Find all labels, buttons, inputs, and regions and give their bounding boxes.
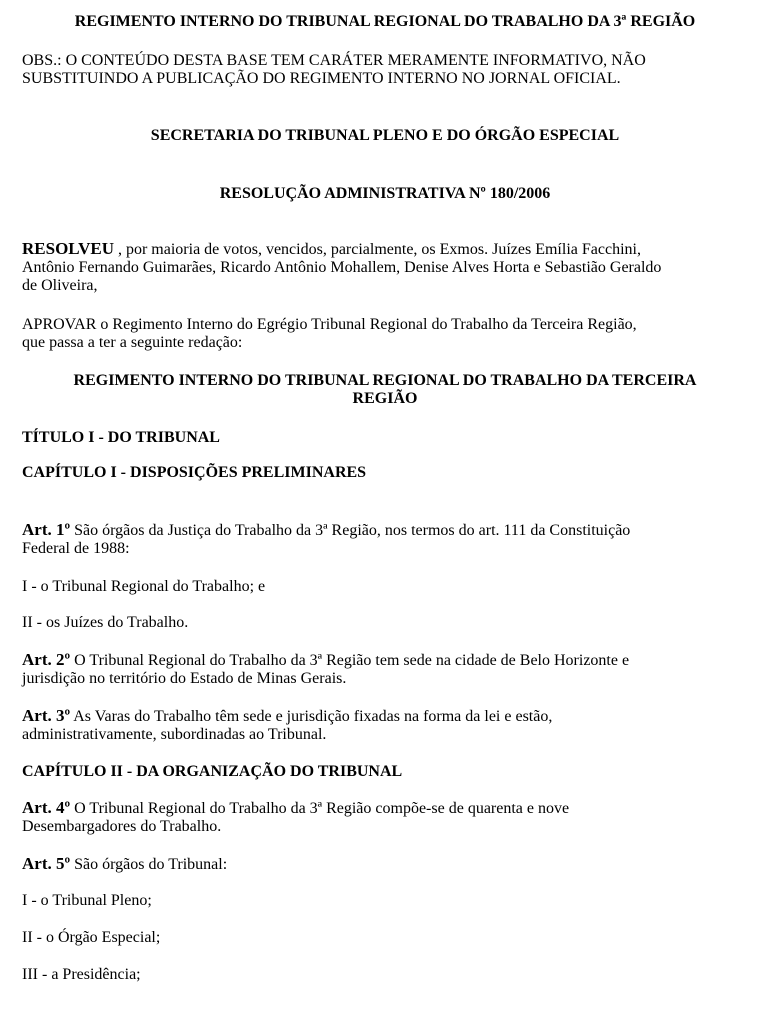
article-5-item-i: I - o Tribunal Pleno;	[22, 892, 152, 909]
article-1	[22, 521, 748, 558]
article-2-line-2: jurisdição no território do Estado de Minas Gerais.	[22, 670, 347, 687]
resolveu-keyword: RESOLVEU	[22, 239, 114, 258]
article-1-line-2: Federal de 1988:	[22, 540, 130, 557]
resolveu-line-2: Antônio Fernando Guimarães, Ricardo Antônio Mohallem, Denise Alves Horta e Sebastião Geraldo	[22, 259, 662, 276]
article-3-line-1: As Varas do Trabalho têm sede e jurisdição fixadas na forma da lei e estão,	[70, 708, 553, 725]
article-4	[22, 799, 748, 836]
regimento-heading	[22, 372, 748, 408]
aprovar-line-1: APROVAR o Regimento Interno do Egrégio Tribunal Regional do Trabalho da Terceira Região,	[22, 316, 637, 333]
article-4-label: Art. 4º	[22, 798, 71, 817]
article-1-item-ii: II - os Juízes do Trabalho.	[22, 614, 189, 631]
regimento-line-1: REGIMENTO INTERNO DO TRIBUNAL REGIONAL DO TRABALHO DA TERCEIRA	[73, 372, 697, 389]
article-5-item-ii: II - o Órgão Especial;	[22, 929, 161, 946]
article-5-label: Art. 5º	[22, 854, 71, 873]
resolveu-line-1: , por maioria de votos, vencidos, parcialmente, os Exmos. Juízes Emília Facchini,	[113, 241, 641, 258]
article-1-label: Art. 1º	[22, 520, 71, 539]
article-5	[22, 855, 748, 874]
obs-notice	[22, 52, 748, 88]
obs-line-2: SUBSTITUINDO A PUBLICAÇÃO DO REGIMENTO INTERNO NO JORNAL OFICIAL.	[22, 70, 621, 87]
capitulo-2-heading: CAPÍTULO II - DA ORGANIZAÇÃO DO TRIBUNAL	[22, 763, 403, 780]
secretaria-heading: SECRETARIA DO TRIBUNAL PLENO E DO ÓRGÃO ESPECIAL	[150, 127, 620, 144]
obs-line-1: OBS.: O CONTEÚDO DESTA BASE TEM CARÁTER MERAMENTE INFORMATIVO, NÃO	[22, 52, 646, 69]
article-2-label: Art. 2º	[22, 650, 71, 669]
resolveu-paragraph	[22, 240, 748, 295]
titulo-heading: TÍTULO I - DO TRIBUNAL	[22, 429, 220, 446]
article-1-line-1: São órgãos da Justiça do Trabalho da 3ª Região, nos termos do art. 111 da Constituição	[70, 522, 631, 539]
capitulo-1-heading: CAPÍTULO I - DISPOSIÇÕES PRELIMINARES	[22, 464, 367, 481]
regimento-line-2: REGIÃO	[352, 390, 418, 407]
article-1-item-i: I - o Tribunal Regional do Trabalho; e	[22, 578, 266, 595]
article-4-line-2: Desembargadores do Trabalho.	[22, 818, 222, 835]
aprovar-line-2: que passa a ter a seguinte redação:	[22, 334, 243, 351]
article-5-item-iii: III - a Presidência;	[22, 966, 141, 983]
article-4-line-1: O Tribunal Regional do Trabalho da 3ª Região compõe-se de quarenta e nove	[70, 800, 570, 817]
resolucao-heading: RESOLUÇÃO ADMINISTRATIVA Nº 180/2006	[219, 185, 551, 202]
resolveu-line-3: de Oliveira,	[22, 277, 98, 294]
article-5-line-1: São órgãos do Tribunal:	[70, 856, 228, 873]
article-2	[22, 651, 748, 688]
article-3	[22, 707, 748, 744]
article-3-label: Art. 3º	[22, 706, 71, 725]
aprovar-paragraph	[22, 316, 748, 352]
article-2-line-1: O Tribunal Regional do Trabalho da 3ª Região tem sede na cidade de Belo Horizonte e	[70, 652, 630, 669]
article-3-line-2: administrativamente, subordinadas ao Tribunal.	[22, 726, 327, 743]
document-title: REGIMENTO INTERNO DO TRIBUNAL REGIONAL DO TRABALHO DA 3ª REGIÃO	[74, 13, 696, 30]
